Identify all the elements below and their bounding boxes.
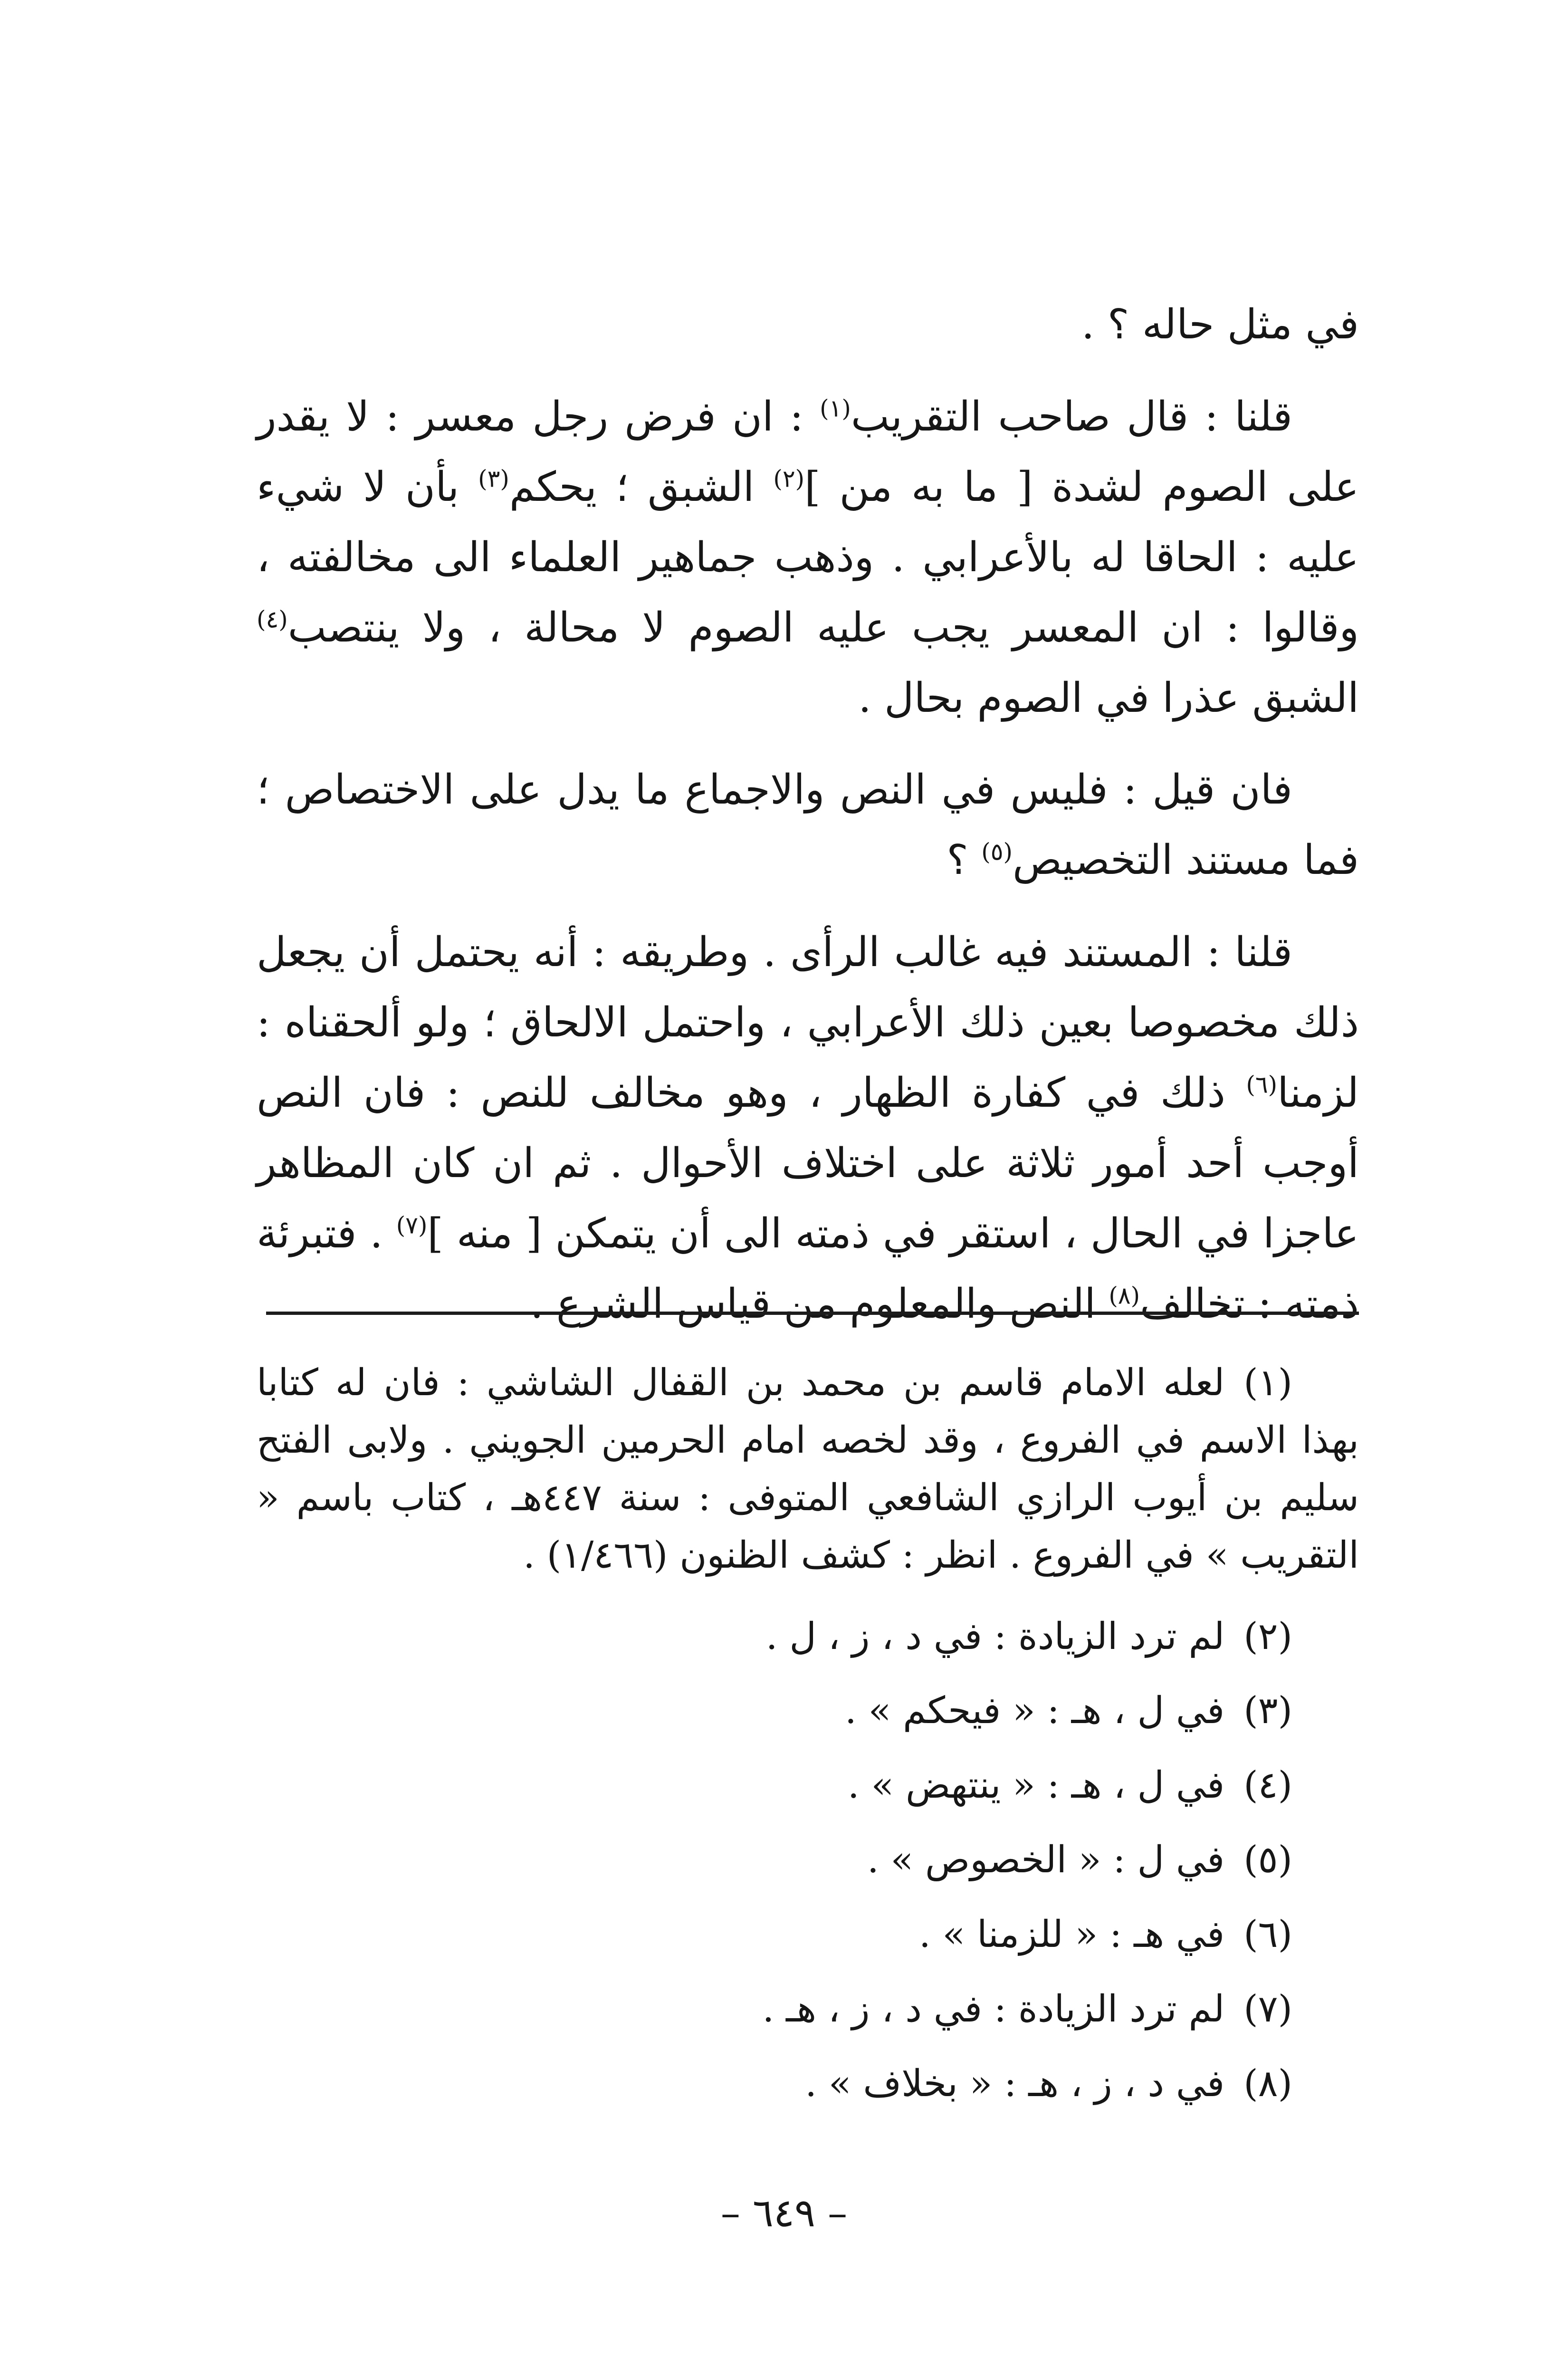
footnote-ref-6: (٦) [1246,1071,1278,1099]
footnote-ref-7: (٧) [396,1211,428,1239]
paragraph-1: قلنا : قال صاحب التقريب$^{(١)}$ : ان فرض رجل معسر : لا يقدر على الصوم لشدة [ ما به من ]$^{(٢)}$ الشبق ؛ يحكم$^{(٣)}$ بأن لا شيء عليه : الحاقا له بالأعرابي . وذهب جماهير العلماء الى مخالفته ، وقالوا : ان المعسر يجب عليه الصوم لا محالة ، ولا ينتصب$^{(٤)}$ الشبق عذرا في الصوم بحال . [257,393,1359,722]
footnote-8: (٨)في د ، ز ، هـ : « بخلاف » . [805,2062,1292,2105]
continuation-line: في مثل حاله ؟ . [1081,301,1359,348]
footnotes [257,1354,1359,2130]
footnote-3: (٣)في ل ، هـ : « فيحكم » . [845,1689,1292,1733]
footnote-2: (٢)لم ترد الزيادة : في د ، ز ، ل . [765,1615,1292,1658]
footnote-ref-1: (١) [820,394,851,422]
footnote-ref-3: (٣) [478,465,509,493]
paragraph-3: قلنا : المستند فيه غالب الرأى . وطريقه : أنه يحتمل أن يجعل ذلك مخصوصا بعين ذلك الأعرابي ، واحتمل الالحاق ؛ ولو ألحقناه : لزمنا$^{(٦)}$ ذلك في كفارة الظهار ، وهو مخالف للنص : فان النص أوجب أحد أمور ثلاثة على اختلاف الأحوال . ثم ان كان المظاهر عاجزا في الحال ، استقر في ذمته الى أن يتمكن [ منه ]$^{(٧)}$ . فتبرئة ذمته : تخالف$^{(٨)}$ النص والمعلوم من قياس الشرع . [257,929,1359,1328]
footnote-ref-5: (٥) [981,838,1013,866]
footnote-separator [266,1312,1359,1315]
footnote-4: (٤)في ل ، هـ : « ينتهض » . [847,1764,1292,1807]
footnote-ref-8: (٨) [1109,1282,1140,1310]
footnote-ref-4: (٤) [257,605,288,633]
footnote-6: (٦)في هـ : « للزمنا » . [918,1913,1292,1956]
footnote-ref-2: (٢) [773,465,805,493]
main-text [257,290,1359,1361]
paragraph-2: فان قيل : فليس في النص والاجماع ما يدل على الاختصاص ؛ فما مستند التخصيص$^{(٥)}$ ؟ [257,766,1359,884]
footnote-5: (٥)في ل : « الخصوص » . [867,1839,1292,1882]
page-number: – ٦٤٩ – [720,2191,848,2236]
footnote-1: (١)لعله الامام قاسم بن محمد بن القفال الشاشي : فان له كتابا بهذا الاسم في الفروع ، وقد لخصه امام الحرمين الجويني . ولابى الفتح سليم بن أيوب الرازي الشافعي المتوفى : سنة ٤٤٧هـ ، كتاب باسم « التقريب » في الفروع . انظر : كشف الظنون (١/٤٦٦) . [257,1361,1359,1577]
footnote-7: (٧)لم ترد الزيادة : في د ، ز ، هـ . [762,1988,1292,2031]
